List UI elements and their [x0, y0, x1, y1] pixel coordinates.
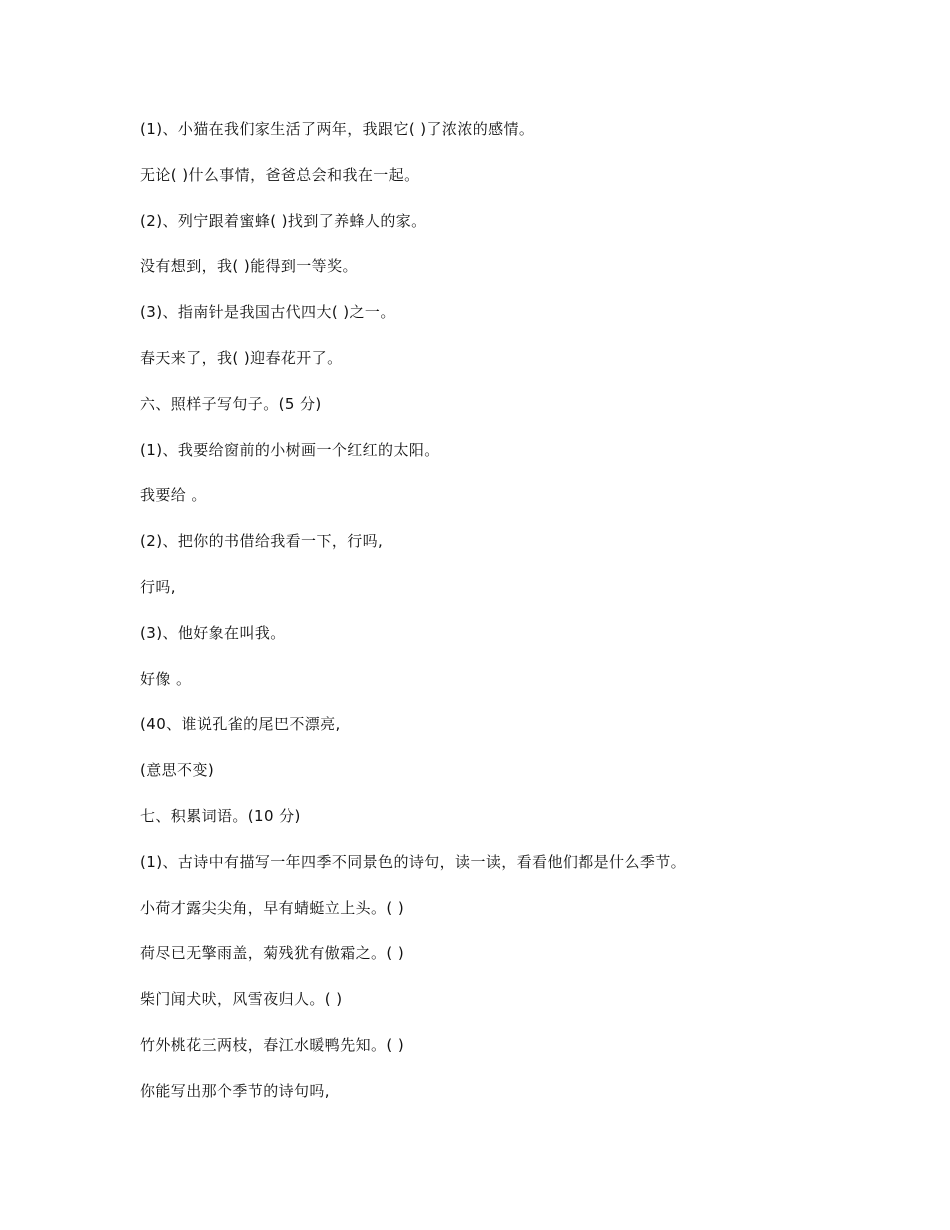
text-line: 无论( )什么事情，爸爸总会和我在一起。: [140, 165, 420, 184]
text-line: 柴门闻犬吠，风雪夜归人。( ): [140, 990, 343, 1009]
text-line: 没有想到，我( )能得到一等奖。: [140, 257, 358, 276]
text-line: (意思不变): [140, 761, 215, 780]
text-line: 小荷才露尖尖角，早有蜻蜓立上头。( ): [140, 898, 405, 917]
text-line: 竹外桃花三两枝，春江水暖鸭先知。( ): [140, 1035, 405, 1054]
text-line: (1)、古诗中有描写一年四季不同景色的诗句，读一读，看看他们都是什么季节。: [140, 852, 687, 871]
text-line: (2)、把你的书借给我看一下，行吗,: [140, 532, 384, 551]
section-heading: 六、照样子写句子。(5 分): [140, 394, 322, 413]
text-line: 荷尽已无擎雨盖，菊残犹有傲霜之。( ): [140, 944, 405, 963]
text-line: 你能写出那个季节的诗句吗,: [140, 1081, 330, 1100]
text-line: 春天来了，我( )迎春花开了。: [140, 348, 343, 367]
text-line: 行吗,: [140, 577, 176, 596]
text-line: (2)、列宁跟着蜜蜂( )找到了养蜂人的家。: [140, 211, 427, 230]
text-line: (3)、他好象在叫我。: [140, 623, 286, 642]
text-line: 我要给 。: [140, 486, 207, 505]
text-line: (1)、我要给窗前的小树画一个红红的太阳。: [140, 440, 440, 459]
text-line: (40、谁说孔雀的尾巴不漂亮,: [140, 715, 341, 734]
text-line: (1)、小猫在我们家生活了两年，我跟它( )了浓浓的感情。: [140, 120, 535, 138]
section-heading: 七、积累词语。(10 分): [140, 806, 301, 825]
text-line: (3)、指南针是我国古代四大( )之一。: [140, 303, 396, 322]
text-line: 好像 。: [140, 669, 192, 688]
document-body: [140, 118, 900, 1126]
